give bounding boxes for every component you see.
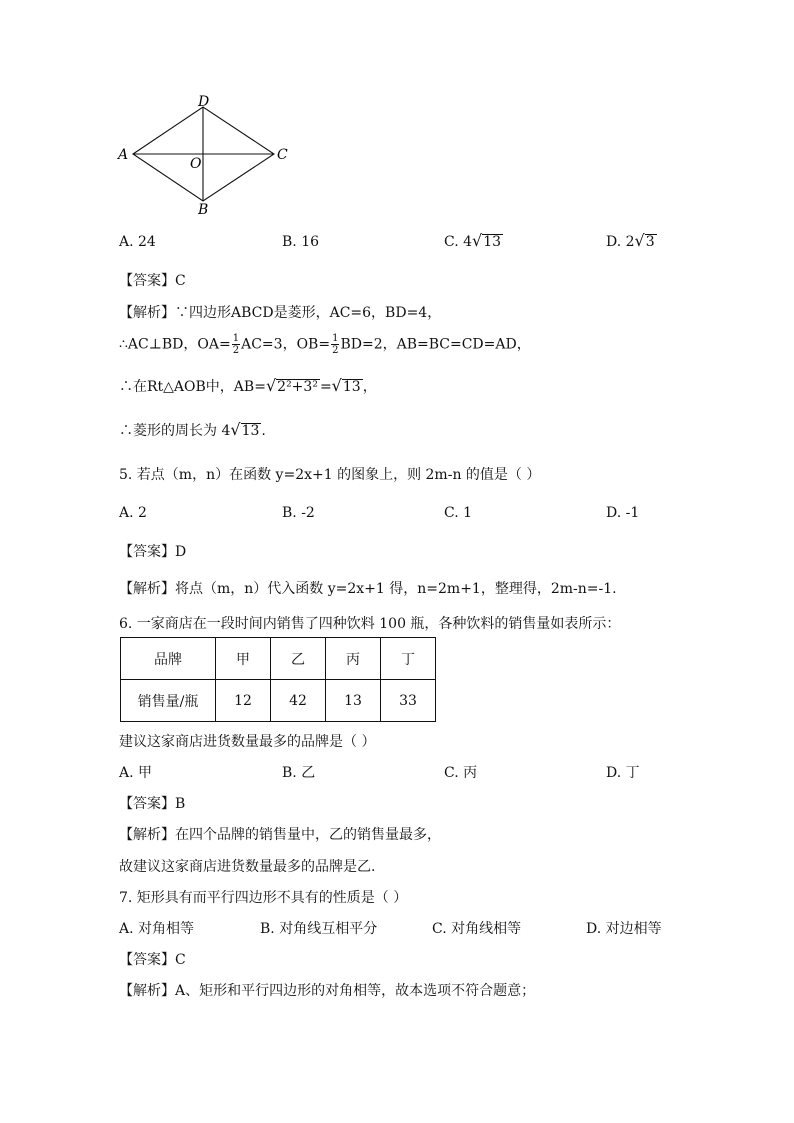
rhombus-figure — [112, 92, 302, 218]
q6-option-c: C. 丙 — [444, 765, 478, 781]
q4-answer — [119, 270, 186, 290]
q5-option-b: B. -2 — [282, 505, 315, 521]
q4-option-c: C. 4√13 — [444, 231, 502, 250]
label-b: B — [198, 202, 209, 218]
q5-answer-label: 【答案】 — [119, 544, 175, 560]
q7-stem: 7. 矩形具有而平行四边形不具有的性质是（ ） — [119, 890, 408, 906]
table-cell: 12 — [216, 680, 271, 722]
q6-option-b: B. 乙 — [282, 765, 316, 781]
q5-answer-value: D — [175, 544, 187, 560]
q4-analysis-eq: = — [319, 379, 332, 395]
q6-answer — [119, 793, 185, 813]
q5-answer — [119, 541, 186, 561]
q4-analysis-radicand: 2²+3² — [277, 379, 318, 395]
q4-analysis-line1 — [119, 302, 441, 322]
q4-answer-label: 【答案】 — [119, 273, 175, 289]
half-fraction: $\frac{1}{2}$ — [332, 333, 339, 356]
q6-option-d: D. 丁 — [606, 765, 640, 781]
q6-answer-label: 【答案】 — [119, 796, 175, 812]
q4-analysis-result-radicand: 13 — [342, 379, 361, 395]
table-cell: 13 — [326, 680, 381, 722]
q4-analysis-text2a: ∴AC⊥BD，OA= — [119, 336, 231, 353]
q4-option-d-text: D. 2 — [606, 234, 635, 250]
table-cell: 品牌 — [121, 638, 216, 680]
q7-answer — [119, 949, 186, 969]
q6-analysis-label: 【解析】 — [119, 827, 175, 843]
half-fraction: $\frac{1}{2}$ — [232, 333, 240, 356]
q4-analysis-text3-end: ， — [362, 379, 377, 395]
table-cell: 42 — [271, 680, 326, 722]
q7-option-b: B. 对角线互相平分 — [260, 921, 378, 937]
q4-analysis-text4a: ∴菱形的周长为 4 — [119, 423, 231, 439]
q4-option-d-radicand: 3 — [645, 234, 655, 250]
q4-analysis-text4-end: . — [261, 423, 266, 439]
q4-analysis-line2 — [119, 333, 531, 356]
label-a: A — [118, 147, 129, 163]
q6-analysis-line1 — [119, 824, 441, 844]
q7-option-c: C. 对角线相等 — [432, 921, 522, 937]
q4-analysis-perimeter-radicand: 13 — [241, 423, 260, 439]
q4-option-c-text: C. 4 — [444, 234, 473, 250]
q7-answer-value: C — [175, 952, 186, 968]
label-d: D — [198, 94, 210, 110]
q4-analysis-text1: ∵四边形ABCD是菱形，AC=6，BD=4， — [175, 305, 442, 321]
table-cell: 丙 — [326, 638, 381, 680]
q6-question: 建议这家商店进货数量最多的品牌是（ ） — [119, 734, 376, 750]
table-cell: 丁 — [381, 638, 436, 680]
q6-analysis-line2: 故建议这家商店进货数量最多的品牌是乙. — [119, 859, 376, 875]
q5-analysis-label: 【解析】 — [119, 581, 175, 597]
label-c: C — [277, 147, 288, 163]
label-o: O — [190, 156, 202, 172]
q6-option-a: A. 甲 — [119, 765, 153, 781]
q4-analysis-label: 【解析】 — [119, 305, 175, 321]
q4-analysis-line4: ∴菱形的周长为 4√13 . — [119, 420, 266, 439]
q7-answer-label: 【答案】 — [119, 952, 175, 968]
q4-option-d: D. 2√3 — [606, 231, 655, 250]
table-cell: 甲 — [216, 638, 271, 680]
q4-analysis-text2b: AC=3，OB= — [241, 336, 331, 353]
q6-answer-value: B — [175, 796, 186, 812]
q4-option-a: A. 24 — [119, 234, 156, 250]
q5-analysis — [119, 578, 617, 598]
table-cell: 销售量/瓶 — [121, 680, 216, 722]
sales-table — [120, 637, 436, 722]
q7-option-d: D. 对边相等 — [586, 921, 662, 937]
q5-option-a: A. 2 — [119, 505, 147, 521]
q5-option-d: D. -1 — [606, 505, 640, 521]
q4-option-b: B. 16 — [282, 234, 320, 250]
table-header-row — [121, 638, 436, 680]
q4-analysis-text2c: BD=2，AB=BC=CD=AD， — [340, 336, 531, 353]
table-cell: 33 — [381, 680, 436, 722]
q6-stem: 6. 一家商店在一段时间内销售了四种饮料 100 瓶，各种饮料的销售量如表所示： — [119, 616, 621, 632]
q4-option-c-radicand: 13 — [483, 234, 502, 250]
q4-analysis-text3a: ∴在Rt△AOB中，AB= — [119, 379, 266, 395]
q4-analysis-line3: ∴在Rt△AOB中，AB=√2²+3² =√13 ， — [119, 376, 377, 395]
table-row — [121, 680, 436, 722]
q7-option-a: A. 对角相等 — [119, 921, 195, 937]
q7-analysis-line1 — [119, 980, 535, 1000]
q7-analysis-text1: A、矩形和平行四边形的对角相等，故本选项不符合题意； — [175, 983, 536, 999]
q7-analysis-label: 【解析】 — [119, 983, 175, 999]
q5-option-c: C. 1 — [444, 505, 473, 521]
q6-analysis-text1: 在四个品牌的销售量中，乙的销售量最多， — [175, 827, 441, 843]
table-cell: 乙 — [271, 638, 326, 680]
q4-answer-value: C — [175, 273, 186, 289]
q5-analysis-text: 将点（m，n）代入函数 y=2x+1 得，n=2m+1，整理得，2m-n=-1. — [175, 581, 617, 597]
q5-stem: 5. 若点（m，n）在函数 y=2x+1 的图象上，则 2m-n 的值是（ ） — [119, 467, 541, 483]
